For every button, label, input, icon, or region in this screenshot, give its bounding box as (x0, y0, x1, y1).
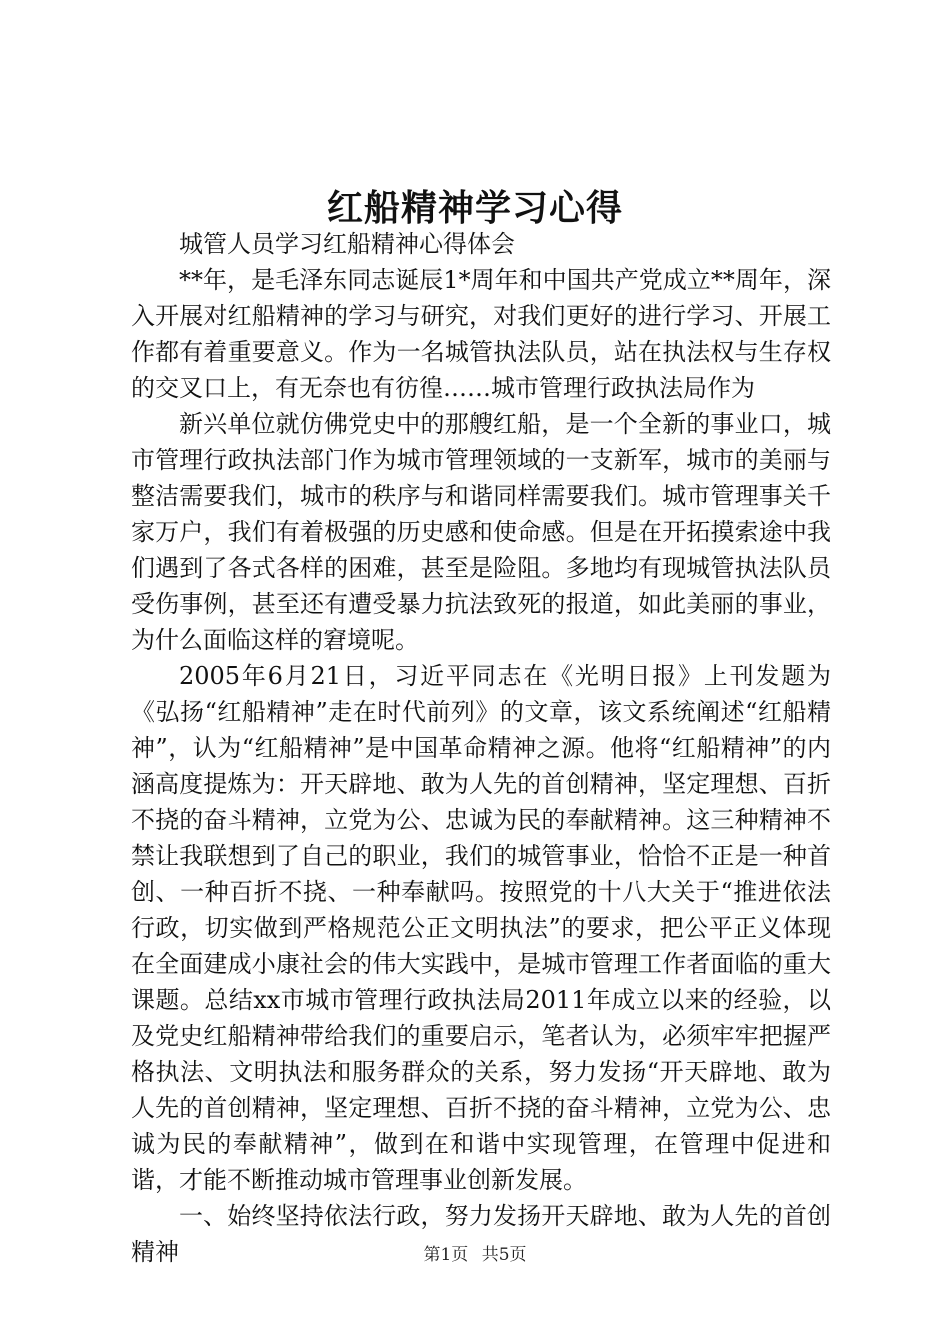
body-paragraph: 城管人员学习红船精神心得体会 (179, 230, 515, 258)
section-heading: 一、始终坚持依法行政，努力发扬开天辟地、敢为人先的首创精神 (131, 1202, 831, 1266)
body-paragraph: **年，是毛泽东同志诞辰1*周年和中国共产党成立**周年，深入开展对红船精神的学习与研究，对我们更好的进行学习、开展工作都有着重要意义。作为一名城管执法队员，站在执法权与生存权的交叉口上，有无奈也有彷徨……城市管理行政执法局作为 (131, 266, 831, 402)
body-paragraph: 新兴单位就仿佛党史中的那艘红船，是一个全新的事业口，城市管理行政执法部门作为城市管理领域的一支新军，城市的美丽与整洁需要我们，城市的秩序与和谐同样需要我们。城市管理事关千家万户，我们有着极强的历史感和使命感。但是在开拓摸索途中我们遇到了各式各样的困难，甚至是险阻。多地均有现城管执法队员受伤事例，甚至还有遭受暴力抗法致死的报道，如此美丽的事业，为什么面临这样的窘境呢。 (131, 410, 831, 654)
body-paragraph: 2005年6月21日，习近平同志在《光明日报》上刊发题为《弘扬“红船精神”走在时代前列》的文章，该文系统阐述“红船精神”，认为“红船精神”是中国革命精神之源。他将“红船精神”的内涵高度提炼为：开天辟地、敢为人先的首创精神，坚定理想、百折不挠的奋斗精神，立党为公、忠诚为民的奉献精神。这三种精神不禁让我联想到了自己的职业，我们的城管事业，恰恰不正是一种首创、一种百折不挠、一种奉献吗。按照党的十八大关于“推进依法行政，切实做到严格规范公正文明执法”的要求，把公平正义体现在全面建成小康社会的伟大实践中，是城市管理工作者面临的重大课题。总结xx市城市管理行政执法局2011年成立以来的经验，以及党史红船精神带给我们的重要启示，笔者认为，必须牢牢把握严格执法、文明执法和服务群众的关系，努力发扬“开天辟地、敢为人先的首创精神，坚定理想、百折不挠的奋斗精神，立党为公、忠诚为民的奉献精神”，做到在和谐中实现管理，在管理中促进和谐，才能不断推动城市管理事业创新发展。 (131, 662, 831, 1194)
document-body (131, 226, 831, 1270)
page-total: 共5页 (481, 1245, 527, 1265)
document-title: 红船精神学习心得 (326, 187, 623, 229)
page-footer (0, 1243, 950, 1267)
page-number: 第1页 (423, 1245, 469, 1265)
